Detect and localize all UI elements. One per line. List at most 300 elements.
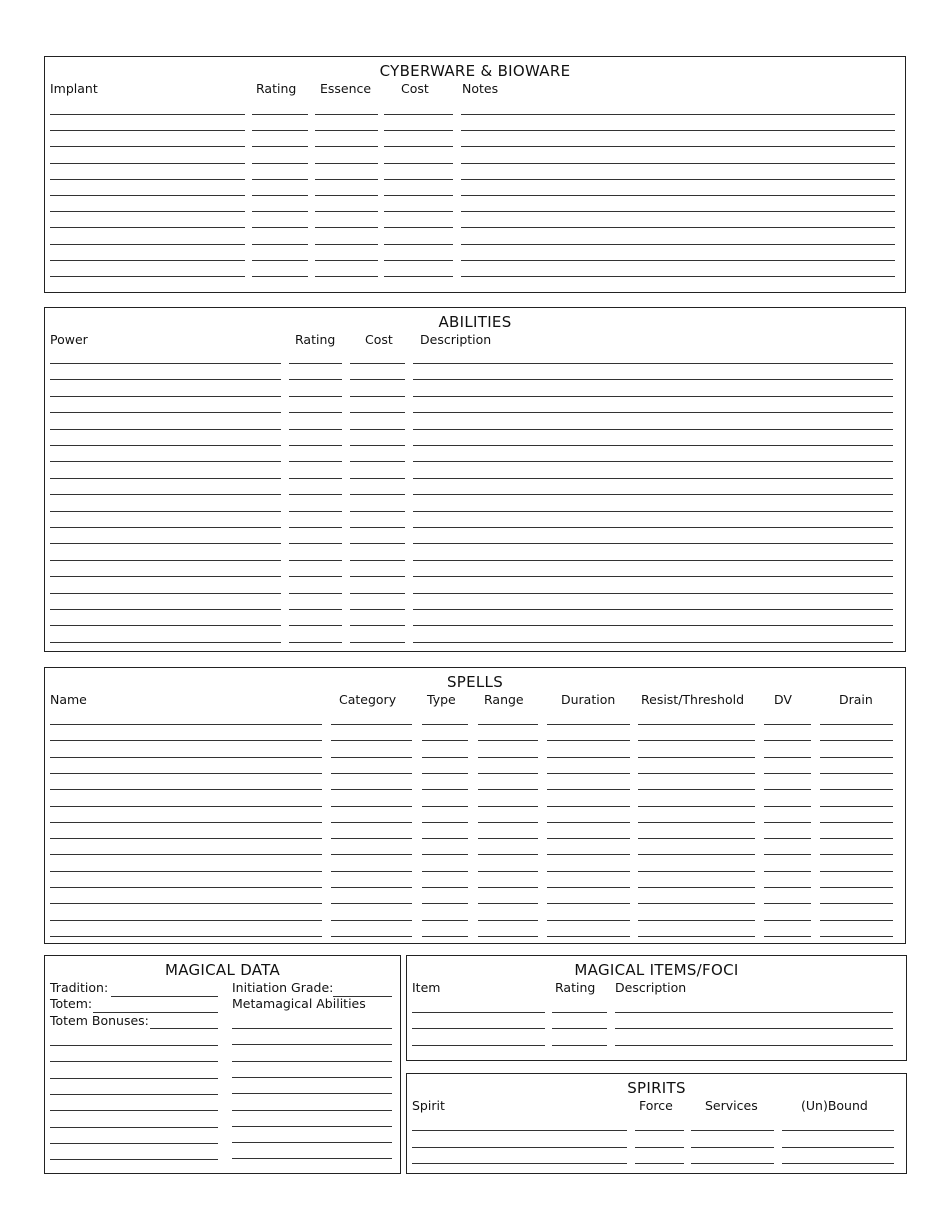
form-line[interactable] <box>422 822 468 823</box>
form-line[interactable] <box>820 806 893 807</box>
col-resist-threshold: Resist/Threshold <box>641 692 745 707</box>
form-line[interactable] <box>289 379 342 380</box>
form-line[interactable] <box>50 903 322 904</box>
form-line[interactable] <box>232 1093 392 1094</box>
form-line[interactable] <box>461 195 895 196</box>
form-line[interactable] <box>820 920 893 921</box>
form-line[interactable] <box>50 461 281 462</box>
col-description: Description <box>420 332 492 347</box>
form-line[interactable] <box>422 936 468 937</box>
form-line[interactable] <box>384 195 453 196</box>
form-line[interactable] <box>50 593 281 594</box>
form-line[interactable] <box>638 936 755 937</box>
form-line[interactable] <box>638 887 755 888</box>
form-line[interactable] <box>412 1045 545 1046</box>
form-line[interactable] <box>638 789 755 790</box>
form-line[interactable] <box>478 903 538 904</box>
form-line[interactable] <box>820 789 893 790</box>
form-line[interactable] <box>422 757 468 758</box>
totem-label: Totem: <box>50 996 93 1011</box>
form-line[interactable] <box>315 211 378 212</box>
form-line[interactable] <box>552 1028 607 1029</box>
form-line[interactable] <box>764 903 811 904</box>
form-line[interactable] <box>412 1163 627 1164</box>
abilities-title: ABILITIES <box>438 313 512 331</box>
form-line[interactable] <box>252 130 308 131</box>
col-unbound: (Un)Bound <box>801 1098 868 1113</box>
form-line[interactable] <box>547 936 630 937</box>
form-line[interactable] <box>350 609 405 610</box>
form-line[interactable] <box>413 429 893 430</box>
form-line[interactable] <box>638 854 755 855</box>
form-line[interactable] <box>50 1078 218 1079</box>
form-line[interactable] <box>50 757 322 758</box>
form-line[interactable] <box>820 871 893 872</box>
form-line[interactable] <box>413 543 893 544</box>
form-line[interactable] <box>412 1130 627 1131</box>
form-line[interactable] <box>478 871 538 872</box>
form-line[interactable] <box>331 773 412 774</box>
form-line[interactable] <box>478 757 538 758</box>
form-line[interactable] <box>615 1012 893 1013</box>
form-line[interactable] <box>478 789 538 790</box>
form-line[interactable] <box>315 244 378 245</box>
form-line[interactable] <box>50 260 245 261</box>
form-line[interactable] <box>413 593 893 594</box>
form-line[interactable] <box>422 854 468 855</box>
form-line[interactable] <box>50 1143 218 1144</box>
form-line[interactable] <box>461 244 895 245</box>
form-line[interactable] <box>547 822 630 823</box>
form-line[interactable] <box>764 757 811 758</box>
form-line[interactable] <box>413 412 893 413</box>
form-line[interactable] <box>50 838 322 839</box>
form-line[interactable] <box>547 740 630 741</box>
form-line[interactable] <box>384 163 453 164</box>
col-dv: DV <box>774 692 792 707</box>
form-line[interactable] <box>331 757 412 758</box>
form-line[interactable] <box>350 379 405 380</box>
form-line[interactable] <box>50 1061 218 1062</box>
magical-items-section <box>406 955 907 1061</box>
col-notes: Notes <box>462 81 499 96</box>
form-line[interactable] <box>50 195 245 196</box>
form-line[interactable] <box>350 363 405 364</box>
form-line[interactable] <box>413 494 893 495</box>
col-name: Name <box>50 692 87 707</box>
form-line[interactable] <box>315 130 378 131</box>
form-line[interactable] <box>478 740 538 741</box>
form-line[interactable] <box>422 920 468 921</box>
form-line[interactable] <box>384 179 453 180</box>
form-line[interactable] <box>350 511 405 512</box>
form-line[interactable] <box>422 838 468 839</box>
form-line[interactable] <box>552 1012 607 1013</box>
form-line[interactable] <box>50 163 245 164</box>
form-line[interactable] <box>461 146 895 147</box>
form-line[interactable] <box>289 412 342 413</box>
form-line[interactable] <box>232 1110 392 1111</box>
form-line[interactable] <box>50 379 281 380</box>
form-line[interactable] <box>252 163 308 164</box>
form-line[interactable] <box>350 560 405 561</box>
form-line[interactable] <box>252 227 308 228</box>
form-line[interactable] <box>50 412 281 413</box>
form-line[interactable] <box>50 642 281 643</box>
form-line[interactable] <box>315 260 378 261</box>
form-line[interactable] <box>638 740 755 741</box>
form-line[interactable] <box>638 773 755 774</box>
form-line[interactable] <box>331 724 412 725</box>
form-line[interactable] <box>384 244 453 245</box>
tradition-label: Tradition: <box>50 980 109 995</box>
form-line[interactable] <box>315 146 378 147</box>
form-line[interactable] <box>50 511 281 512</box>
form-line[interactable] <box>232 1028 392 1029</box>
form-line[interactable] <box>331 920 412 921</box>
form-line[interactable] <box>252 211 308 212</box>
form-line[interactable] <box>50 363 281 364</box>
form-line[interactable] <box>412 1012 545 1013</box>
form-line[interactable] <box>478 887 538 888</box>
cyberware-title: CYBERWARE & BIOWARE <box>379 62 571 80</box>
spirits-title: SPIRITS <box>627 1079 686 1097</box>
form-line[interactable] <box>413 379 893 380</box>
form-line[interactable] <box>384 211 453 212</box>
form-line[interactable] <box>422 903 468 904</box>
form-line[interactable] <box>50 130 245 131</box>
form-line[interactable] <box>289 396 342 397</box>
form-line[interactable] <box>691 1147 774 1148</box>
col-cost: Cost <box>401 81 429 96</box>
form-line[interactable] <box>638 822 755 823</box>
form-line[interactable] <box>820 724 893 725</box>
form-line[interactable] <box>764 789 811 790</box>
form-line[interactable] <box>764 871 811 872</box>
form-line[interactable] <box>764 740 811 741</box>
col-cost: Cost <box>365 332 393 347</box>
form-line[interactable] <box>413 527 893 528</box>
form-line[interactable] <box>315 114 378 115</box>
form-line[interactable] <box>764 887 811 888</box>
form-line[interactable] <box>461 227 895 228</box>
form-line[interactable] <box>638 903 755 904</box>
form-line[interactable] <box>50 789 322 790</box>
spirits-section <box>406 1073 907 1174</box>
form-line[interactable] <box>50 887 322 888</box>
form-line[interactable] <box>50 822 322 823</box>
form-line[interactable] <box>547 757 630 758</box>
col-power: Power <box>50 332 88 347</box>
form-line[interactable] <box>413 576 893 577</box>
form-line[interactable] <box>50 429 281 430</box>
form-line[interactable] <box>50 244 245 245</box>
form-line[interactable] <box>412 1028 545 1029</box>
form-line[interactable] <box>413 625 893 626</box>
form-line[interactable] <box>350 478 405 479</box>
form-line[interactable] <box>547 871 630 872</box>
form-line[interactable] <box>289 478 342 479</box>
form-line[interactable] <box>461 211 895 212</box>
form-line[interactable] <box>350 593 405 594</box>
form-line[interactable] <box>232 1158 392 1159</box>
form-line[interactable] <box>422 871 468 872</box>
form-line[interactable] <box>764 936 811 937</box>
form-line[interactable] <box>764 724 811 725</box>
form-line[interactable] <box>478 806 538 807</box>
form-line[interactable] <box>50 445 281 446</box>
form-line[interactable] <box>638 838 755 839</box>
form-line[interactable] <box>547 724 630 725</box>
form-line[interactable] <box>384 260 453 261</box>
form-line[interactable] <box>764 920 811 921</box>
form-line[interactable] <box>289 445 342 446</box>
form-line[interactable] <box>638 920 755 921</box>
form-line[interactable] <box>232 1126 392 1127</box>
form-line[interactable] <box>50 576 281 577</box>
form-line[interactable] <box>422 740 468 741</box>
form-line[interactable] <box>315 227 378 228</box>
form-line[interactable] <box>635 1163 684 1164</box>
form-line[interactable] <box>50 227 245 228</box>
form-line[interactable] <box>350 576 405 577</box>
form-line[interactable] <box>289 609 342 610</box>
form-line[interactable] <box>331 903 412 904</box>
form-line[interactable] <box>691 1163 774 1164</box>
form-line[interactable] <box>50 543 281 544</box>
form-line[interactable] <box>820 773 893 774</box>
form-line[interactable] <box>50 1094 218 1095</box>
form-line[interactable] <box>50 806 322 807</box>
form-line[interactable] <box>691 1130 774 1131</box>
form-line[interactable] <box>315 276 378 277</box>
form-line[interactable] <box>461 130 895 131</box>
form-line[interactable] <box>764 822 811 823</box>
form-line[interactable] <box>384 276 453 277</box>
form-line[interactable] <box>413 478 893 479</box>
form-line[interactable] <box>547 773 630 774</box>
form-line[interactable] <box>50 1110 218 1111</box>
form-line[interactable] <box>782 1130 894 1131</box>
form-line[interactable] <box>232 1077 392 1078</box>
form-line[interactable] <box>413 560 893 561</box>
form-line[interactable] <box>413 642 893 643</box>
form-line[interactable] <box>50 146 245 147</box>
form-line[interactable] <box>461 163 895 164</box>
form-line[interactable] <box>331 936 412 937</box>
form-line[interactable] <box>384 227 453 228</box>
form-line[interactable] <box>50 740 322 741</box>
form-line[interactable] <box>315 163 378 164</box>
form-line[interactable] <box>50 1045 218 1046</box>
form-line[interactable] <box>289 527 342 528</box>
form-line[interactable] <box>413 396 893 397</box>
form-line[interactable] <box>50 871 322 872</box>
form-line[interactable] <box>350 543 405 544</box>
tradition-field[interactable] <box>111 996 218 997</box>
form-line[interactable] <box>350 445 405 446</box>
form-line[interactable] <box>50 560 281 561</box>
form-line[interactable] <box>422 806 468 807</box>
form-line[interactable] <box>50 276 245 277</box>
form-line[interactable] <box>820 757 893 758</box>
form-line[interactable] <box>478 724 538 725</box>
form-line[interactable] <box>252 114 308 115</box>
col-description: Description <box>615 980 687 995</box>
form-line[interactable] <box>413 461 893 462</box>
form-line[interactable] <box>289 576 342 577</box>
form-line[interactable] <box>478 920 538 921</box>
form-line[interactable] <box>413 511 893 512</box>
form-line[interactable] <box>638 806 755 807</box>
col-category: Category <box>339 692 397 707</box>
form-line[interactable] <box>782 1147 894 1148</box>
form-line[interactable] <box>252 260 308 261</box>
form-line[interactable] <box>331 789 412 790</box>
form-line[interactable] <box>413 363 893 364</box>
form-line[interactable] <box>547 806 630 807</box>
form-line[interactable] <box>547 903 630 904</box>
form-line[interactable] <box>638 724 755 725</box>
form-line[interactable] <box>315 195 378 196</box>
form-line[interactable] <box>350 412 405 413</box>
form-line[interactable] <box>232 1142 392 1143</box>
form-line[interactable] <box>50 625 281 626</box>
form-line[interactable] <box>50 936 322 937</box>
form-line[interactable] <box>315 179 378 180</box>
form-line[interactable] <box>252 146 308 147</box>
form-line[interactable] <box>635 1130 684 1131</box>
form-line[interactable] <box>331 806 412 807</box>
form-line[interactable] <box>50 211 245 212</box>
form-line[interactable] <box>50 478 281 479</box>
form-line[interactable] <box>820 838 893 839</box>
form-line[interactable] <box>820 854 893 855</box>
form-line[interactable] <box>547 854 630 855</box>
form-line[interactable] <box>289 494 342 495</box>
form-line[interactable] <box>461 114 895 115</box>
form-line[interactable] <box>638 757 755 758</box>
cyberware-section <box>44 56 906 293</box>
form-line[interactable] <box>50 724 322 725</box>
form-line[interactable] <box>461 276 895 277</box>
form-line[interactable] <box>289 625 342 626</box>
form-line[interactable] <box>289 642 342 643</box>
form-line[interactable] <box>478 854 538 855</box>
form-line[interactable] <box>820 887 893 888</box>
form-line[interactable] <box>232 1061 392 1062</box>
magical-items-title: MAGICAL ITEMS/FOCI <box>574 961 739 979</box>
totem-bonuses-field[interactable] <box>150 1028 218 1029</box>
form-line[interactable] <box>289 511 342 512</box>
form-line[interactable] <box>384 114 453 115</box>
form-line[interactable] <box>764 773 811 774</box>
form-line[interactable] <box>289 363 342 364</box>
form-line[interactable] <box>50 609 281 610</box>
form-line[interactable] <box>547 838 630 839</box>
form-line[interactable] <box>422 724 468 725</box>
form-line[interactable] <box>50 773 322 774</box>
form-line[interactable] <box>422 789 468 790</box>
form-line[interactable] <box>615 1045 893 1046</box>
form-line[interactable] <box>384 146 453 147</box>
form-line[interactable] <box>412 1147 627 1148</box>
form-line[interactable] <box>478 838 538 839</box>
form-line[interactable] <box>478 936 538 937</box>
form-line[interactable] <box>638 871 755 872</box>
form-line[interactable] <box>289 543 342 544</box>
form-line[interactable] <box>331 740 412 741</box>
form-line[interactable] <box>350 494 405 495</box>
form-line[interactable] <box>331 854 412 855</box>
form-line[interactable] <box>252 195 308 196</box>
form-line[interactable] <box>289 429 342 430</box>
form-line[interactable] <box>350 429 405 430</box>
form-line[interactable] <box>547 887 630 888</box>
col-spirit: Spirit <box>412 1098 445 1113</box>
form-line[interactable] <box>252 276 308 277</box>
form-line[interactable] <box>547 920 630 921</box>
form-line[interactable] <box>350 642 405 643</box>
form-line[interactable] <box>50 179 245 180</box>
form-line[interactable] <box>635 1147 684 1148</box>
form-line[interactable] <box>764 806 811 807</box>
form-line[interactable] <box>350 625 405 626</box>
form-line[interactable] <box>764 854 811 855</box>
form-line[interactable] <box>350 461 405 462</box>
form-line[interactable] <box>820 740 893 741</box>
form-line[interactable] <box>461 179 895 180</box>
form-line[interactable] <box>331 887 412 888</box>
form-line[interactable] <box>50 1159 218 1160</box>
form-line[interactable] <box>461 260 895 261</box>
form-line[interactable] <box>552 1045 607 1046</box>
form-line[interactable] <box>615 1028 893 1029</box>
form-line[interactable] <box>422 887 468 888</box>
form-line[interactable] <box>331 871 412 872</box>
form-line[interactable] <box>478 822 538 823</box>
form-line[interactable] <box>820 822 893 823</box>
form-line[interactable] <box>413 445 893 446</box>
form-line[interactable] <box>547 789 630 790</box>
form-line[interactable] <box>50 494 281 495</box>
form-line[interactable] <box>289 560 342 561</box>
form-line[interactable] <box>232 1044 392 1045</box>
form-line[interactable] <box>820 936 893 937</box>
form-line[interactable] <box>764 838 811 839</box>
form-line[interactable] <box>50 854 322 855</box>
form-line[interactable] <box>413 609 893 610</box>
form-line[interactable] <box>350 527 405 528</box>
form-line[interactable] <box>331 838 412 839</box>
form-line[interactable] <box>50 114 245 115</box>
form-line[interactable] <box>289 461 342 462</box>
form-line[interactable] <box>252 179 308 180</box>
form-line[interactable] <box>820 903 893 904</box>
form-line[interactable] <box>350 396 405 397</box>
form-line[interactable] <box>422 773 468 774</box>
form-line[interactable] <box>252 244 308 245</box>
form-line[interactable] <box>478 773 538 774</box>
form-line[interactable] <box>289 593 342 594</box>
form-line[interactable] <box>384 130 453 131</box>
form-line[interactable] <box>50 527 281 528</box>
form-line[interactable] <box>331 822 412 823</box>
form-line[interactable] <box>782 1163 894 1164</box>
form-line[interactable] <box>50 396 281 397</box>
form-line[interactable] <box>50 920 322 921</box>
form-line[interactable] <box>50 1127 218 1128</box>
